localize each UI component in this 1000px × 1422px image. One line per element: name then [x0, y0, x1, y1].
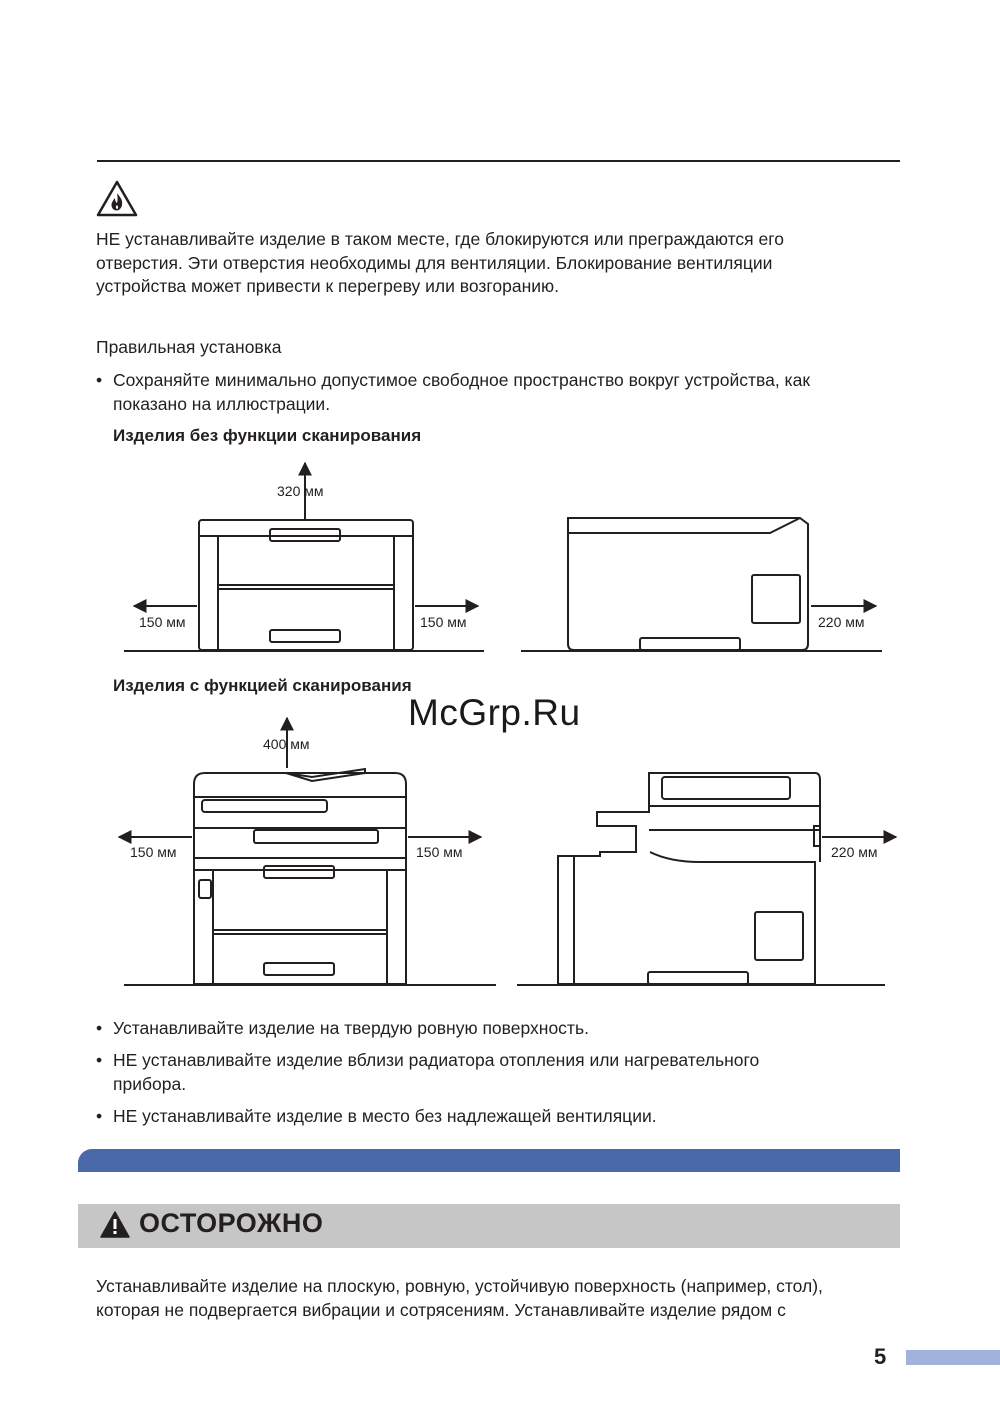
- installation-heading: Правильная установка: [96, 337, 282, 357]
- bullet-text: НЕ устанавливайте изделие в место без надлежащей вентиляции.: [113, 1106, 657, 1126]
- bullet-marker: •: [96, 1050, 103, 1070]
- left-clearance-label: 150 мм: [139, 614, 186, 630]
- warning-line: отверстия. Эти отверстия необходимы для вентиляции. Блокирование вентиляции: [96, 252, 773, 273]
- section-divider-bar: [78, 1149, 900, 1172]
- caution-line: которая не подвергается вибрации и сотрясениям. Устанавливайте изделие рядом с: [96, 1299, 786, 1320]
- caution-warning-icon: [100, 1211, 130, 1239]
- surface-bullet: [96, 1017, 913, 1041]
- caution-title: ОСТОРОЖНО: [139, 1208, 324, 1238]
- bullet-marker: •: [96, 370, 103, 390]
- figure-no-scan-title: Изделия без функции сканирования: [113, 426, 422, 445]
- top-clearance-label: 320 мм: [277, 483, 324, 499]
- ventilation-bullet: [96, 1105, 913, 1129]
- bullet-text: НЕ устанавливайте изделие вблизи радиатора отопления или нагревательного: [113, 1050, 760, 1070]
- bullet-marker: •: [96, 1106, 103, 1126]
- mfc-side-view: [558, 773, 820, 984]
- bullet-text: показано на иллюстрации.: [113, 393, 331, 414]
- caution-line: Устанавливайте изделие на плоскую, ровную, устойчивую поверхность (например, стол),: [96, 1276, 823, 1296]
- page-number: 5: [874, 1344, 887, 1369]
- right-clearance-label-scan: 150 мм: [416, 844, 463, 860]
- right-clearance-label: 150 мм: [420, 614, 467, 630]
- bullet-text: Устанавливайте изделие на твердую ровную поверхность.: [113, 1018, 589, 1038]
- watermark: McGrp.Ru: [408, 692, 581, 733]
- bullet-marker: •: [96, 1018, 103, 1038]
- figure-scan-title: Изделия с функцией сканирования: [113, 676, 412, 695]
- warning-line: устройства может привести к перегреву или возгоранию.: [96, 276, 560, 296]
- radiator-bullet: [96, 1049, 913, 1096]
- bullet-text: прибора.: [113, 1073, 187, 1094]
- rear-clearance-label-scan: 220 мм: [831, 844, 878, 860]
- mfc-front-view: [194, 769, 406, 984]
- rear-clearance-label: 220 мм: [818, 614, 865, 630]
- caution-paragraph: [96, 1275, 926, 1322]
- top-clearance-label-scan: 400 мм: [263, 736, 310, 752]
- page-tab-bar: [906, 1350, 1000, 1365]
- warning-line: НЕ устанавливайте изделие в таком месте, где блокируются или преграждаются его: [96, 229, 784, 249]
- left-clearance-label-scan: 150 мм: [130, 844, 177, 860]
- bullet-text: Сохраняйте минимально допустимое свободное пространство вокруг устройства, как: [113, 370, 810, 390]
